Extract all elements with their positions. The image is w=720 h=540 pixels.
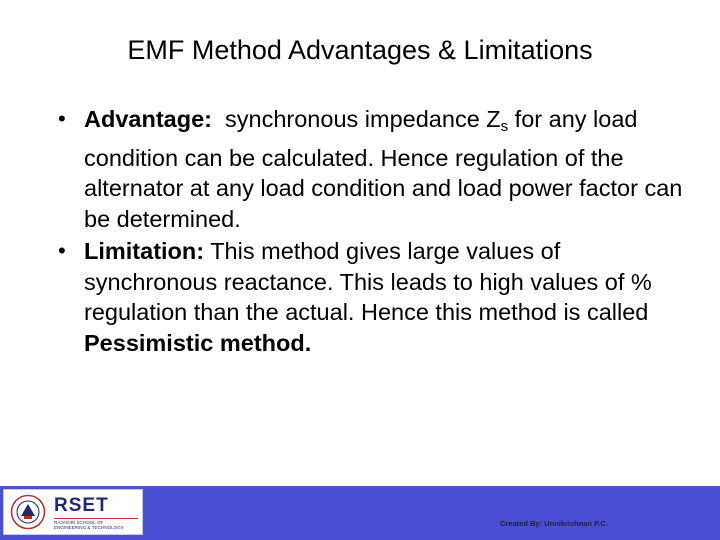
pessimistic-method-emphasis: Pessimistic method. xyxy=(84,329,312,356)
credit-text: Created By: Unnikrishnan P.C. xyxy=(500,519,608,528)
seal-icon xyxy=(10,494,46,530)
slide-title: EMF Method Advantages & Limitations xyxy=(127,35,593,65)
footer-bar xyxy=(0,486,720,540)
bullet-dot-icon: • xyxy=(58,106,66,131)
institution-logo xyxy=(3,489,143,535)
advantage-text-2: for any load condition can be calculated. Hence regulation of the alternator at any load condition and load power factor can be determined. xyxy=(84,106,683,232)
logo-name: RSET xyxy=(54,495,109,516)
limitation-text: This method gives large values of synchronous reactance. This leads to high values of % regulation than the actual. Hence this method is called xyxy=(84,238,652,325)
limitation-label: Limitation: xyxy=(84,238,205,264)
logo-divider xyxy=(54,518,138,519)
bullet-limitation xyxy=(58,236,698,358)
advantage-text-1: synchronous impedance Z xyxy=(211,106,501,132)
bullet-dot-icon: • xyxy=(58,238,66,263)
bullet-list xyxy=(58,104,698,358)
bullet-advantage xyxy=(58,104,698,234)
impedance-subscript: s xyxy=(500,118,509,135)
logo-subtitle: RAJAGIRI SCHOOL OF ENGINEERING & TECHNOLOGY xyxy=(54,520,124,531)
advantage-label: Advantage: xyxy=(84,106,212,132)
